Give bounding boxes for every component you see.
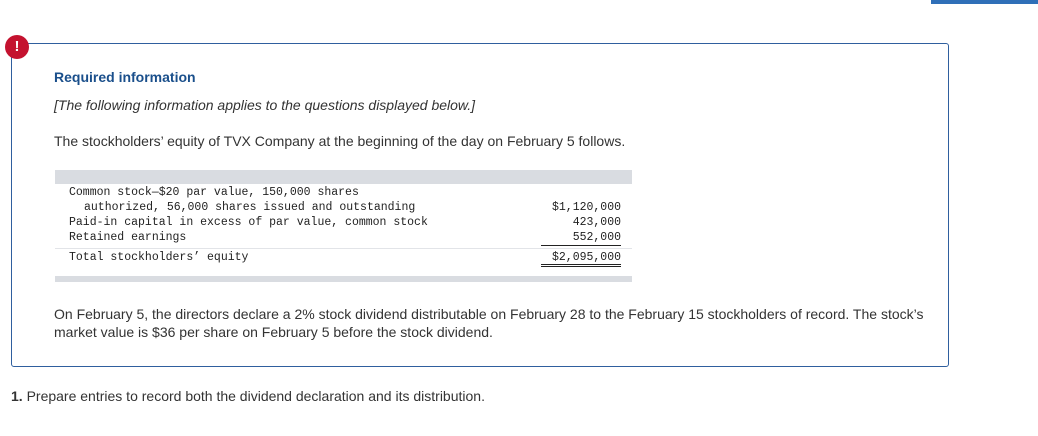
table-row-label: Retained earnings [69, 231, 187, 244]
table-total-amount: $2,095,000 [541, 251, 621, 267]
required-information-title: Required information [54, 69, 196, 85]
alert-icon: ! [5, 35, 29, 59]
table-divider [55, 248, 632, 249]
top-progress-bar [931, 0, 1038, 4]
table-top-band [55, 170, 632, 184]
table-total-label: Total stockholders’ equity [69, 251, 249, 264]
table-row-amount: $1,120,000 [551, 201, 621, 214]
equity-table [55, 170, 632, 283]
table-row-label: authorized, 56,000 shares issued and outstanding [84, 201, 416, 214]
question-number: 1. [11, 388, 23, 404]
table-row-amount: 552,000 [541, 231, 621, 246]
table-row-label: Common stock—$20 par value, 150,000 shares [69, 186, 359, 199]
dividend-paragraph: On February 5, the directors declare a 2% stock dividend distributable on February 28 to the February 15 stockholders of record. The stock’s market value is $36 per share on February 5 before the stock dividend. [54, 306, 924, 340]
question-1 [11, 388, 485, 404]
intro-text: The stockholders’ equity of TVX Company at the beginning of the day on February 5 follows. [54, 133, 626, 149]
table-row-amount: 423,000 [572, 216, 621, 229]
info-note: [The following information applies to the questions displayed below.] [54, 97, 476, 113]
table-row-label: Paid-in capital in excess of par value, common stock [69, 216, 428, 229]
question-text: Prepare entries to record both the dividend declaration and its distribution. [26, 388, 485, 404]
table-bottom-band [55, 276, 632, 282]
